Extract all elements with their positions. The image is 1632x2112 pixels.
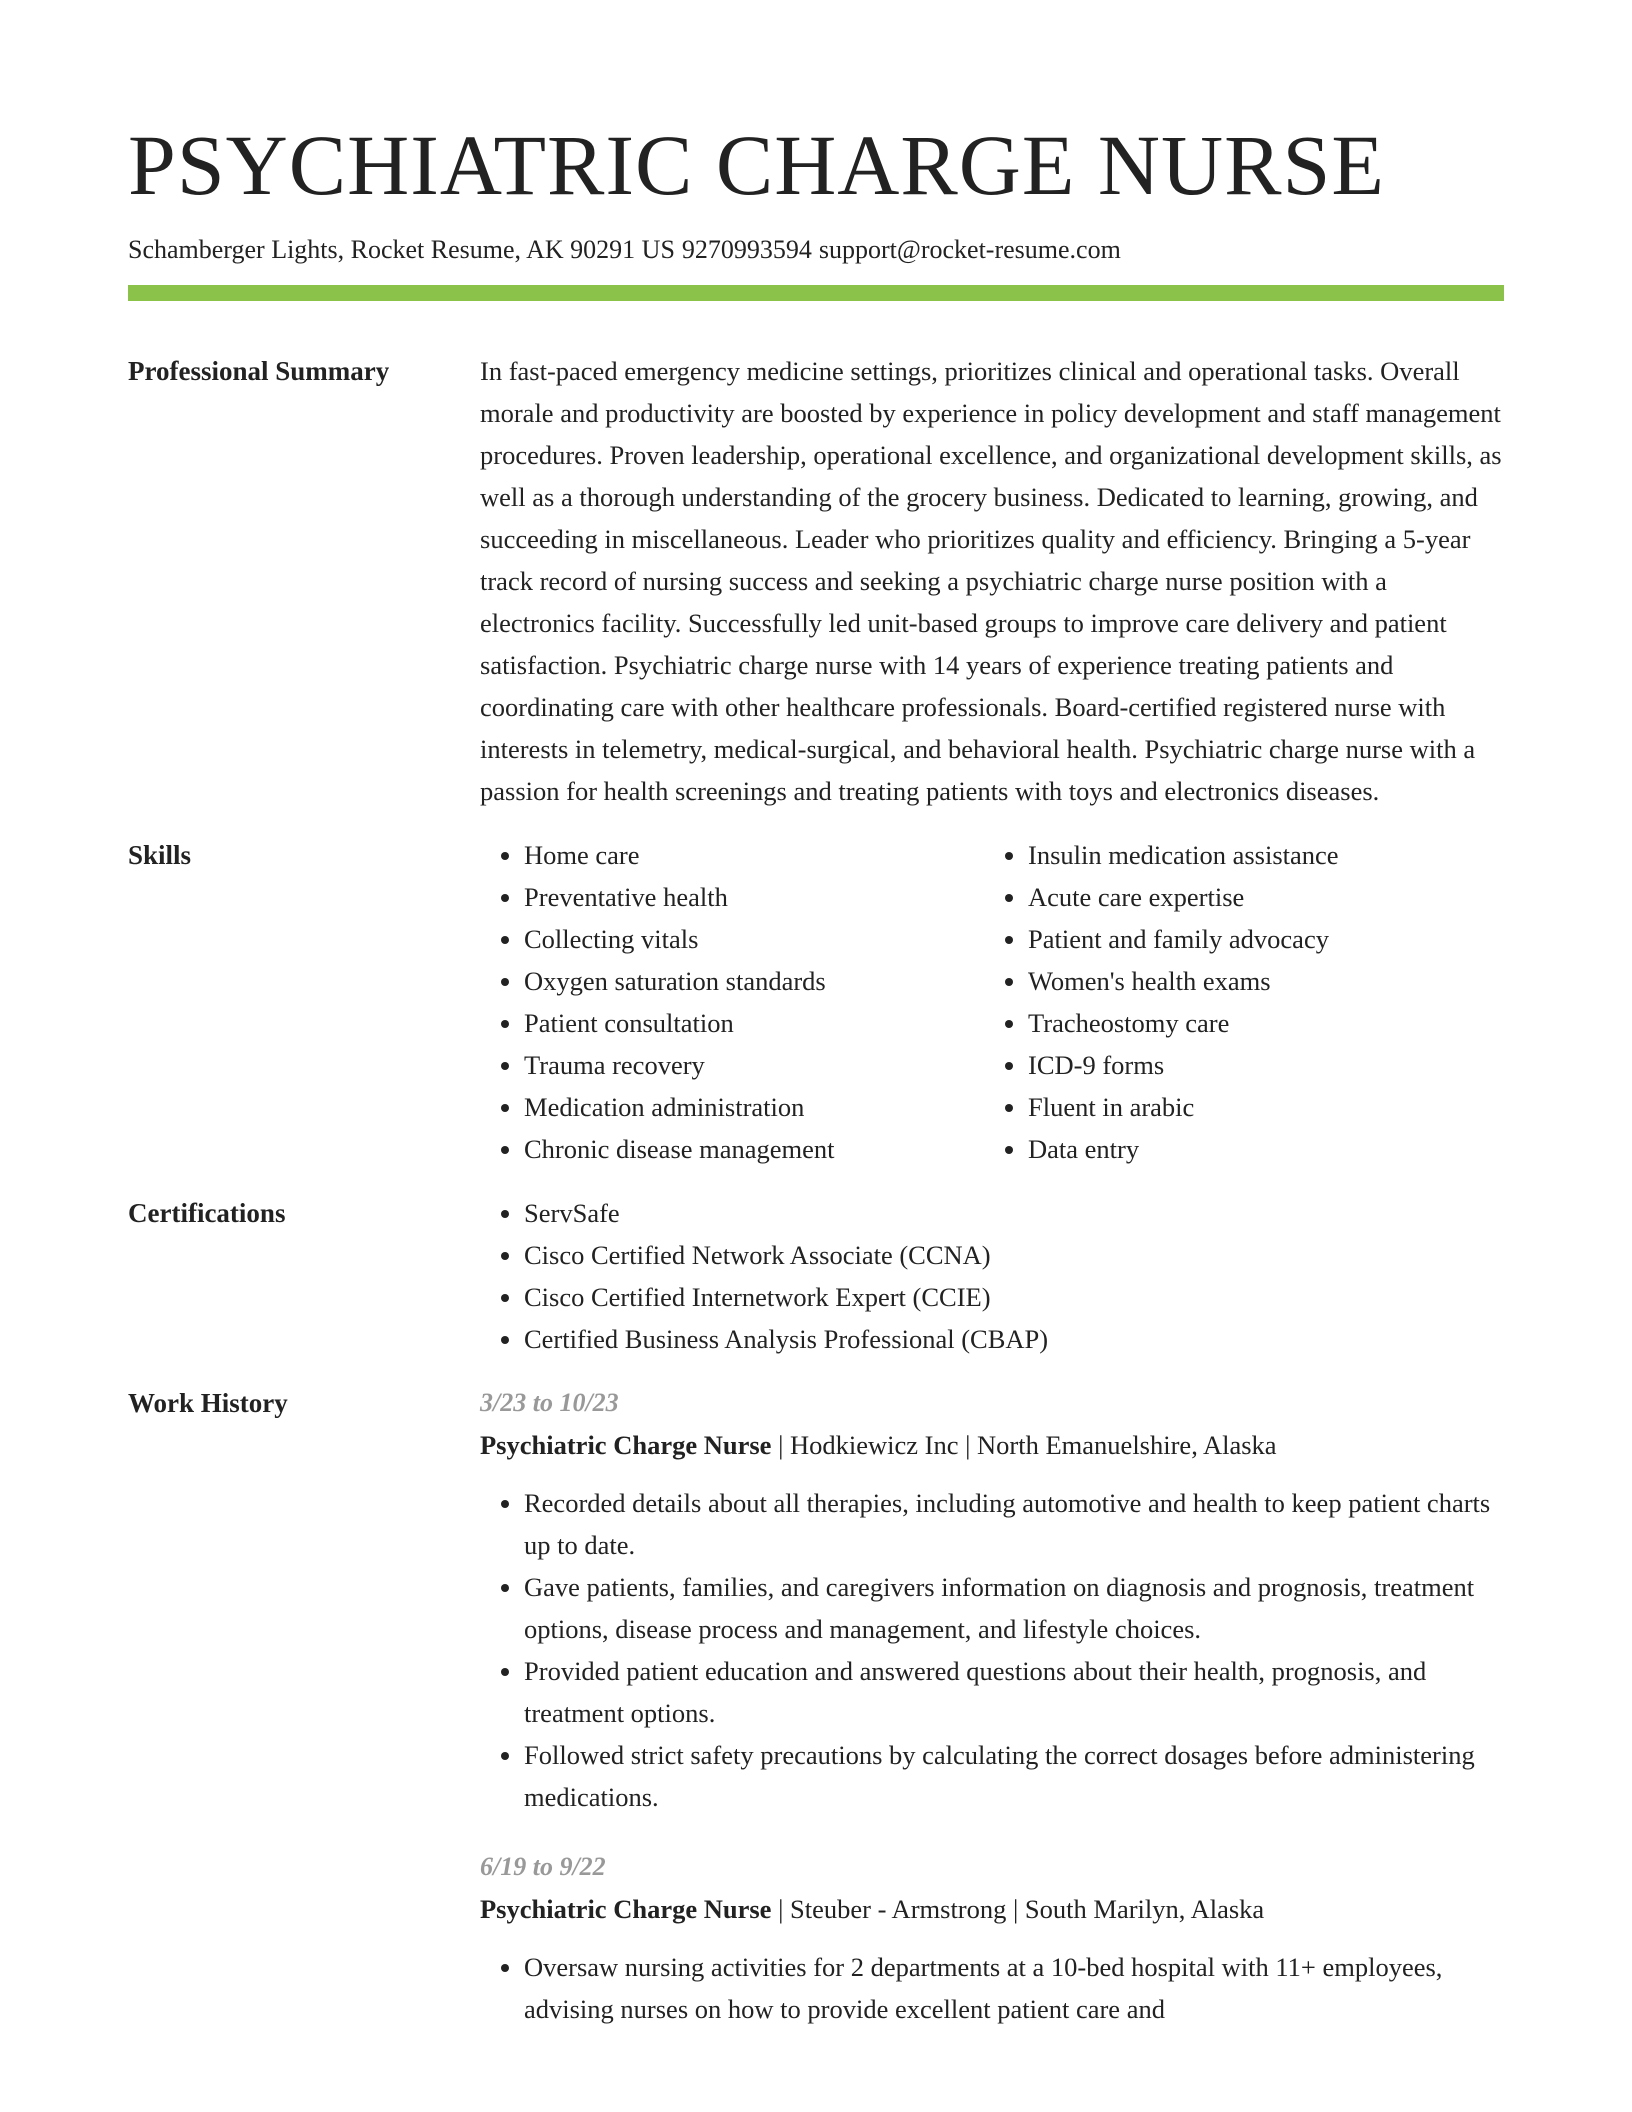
skill-item: • Patient consultation <box>524 1002 984 1044</box>
job-entry <box>480 1846 1504 2030</box>
skill-item: • ICD-9 forms <box>1028 1044 1488 1086</box>
skill-item: • Insulin medication assistance <box>1028 834 1488 876</box>
job-title: Psychiatric Charge Nurse <box>480 1430 772 1460</box>
certifications-list <box>480 1192 1504 1360</box>
job-entry <box>480 1382 1504 1818</box>
skill-item: • Collecting vitals <box>524 918 984 960</box>
certification-item: • Cisco Certified Internetwork Expert (CCIE) <box>524 1276 1504 1318</box>
skill-item: • Chronic disease management <box>524 1128 984 1170</box>
job-dates: 6/19 to 9/22 <box>480 1852 606 1881</box>
skills-list-left <box>480 834 984 1170</box>
job-company-location: | Steuber - Armstrong | South Marilyn, Alaska <box>771 1894 1265 1924</box>
job-duty: • Gave patients, families, and caregivers information on diagnosis and prognosis, treatment options, disease process and management, and lifestyle choices. <box>524 1566 1504 1650</box>
job-duty: • Followed strict safety precautions by calculating the correct dosages before administering medications. <box>524 1734 1504 1818</box>
skill-item: • Patient and family advocacy <box>1028 918 1488 960</box>
skill-item: • Acute care expertise <box>1028 876 1488 918</box>
skill-item: • Oxygen saturation standards <box>524 960 984 1002</box>
skill-item: • Tracheostomy care <box>1028 1002 1488 1044</box>
work-history-heading: Work History <box>128 1388 288 1418</box>
certification-item: • Cisco Certified Network Associate (CCNA) <box>524 1234 1504 1276</box>
job-duties-list <box>480 1482 1504 1818</box>
work-history-section <box>128 1382 1504 2058</box>
job-dates: 3/23 to 10/23 <box>480 1388 619 1417</box>
certifications-heading: Certifications <box>128 1198 286 1228</box>
contact-line <box>128 233 1128 267</box>
skills-heading: Skills <box>128 840 192 870</box>
skill-item: • Trauma recovery <box>524 1044 984 1086</box>
summary-section <box>128 350 1504 812</box>
header-divider <box>128 285 1504 301</box>
job-duties-list <box>480 1946 1504 2030</box>
certification-item: • Certified Business Analysis Professional (CBAP) <box>524 1318 1504 1360</box>
job-duty: • Recorded details about all therapies, including automotive and health to keep patient charts up to date. <box>524 1482 1504 1566</box>
job-title: Psychiatric Charge Nurse <box>480 1894 772 1924</box>
skill-item: • Fluent in arabic <box>1028 1086 1488 1128</box>
job-heading-line <box>480 1424 1504 1466</box>
resume-name: PSYCHIATRIC CHARGE NURSE <box>128 117 1385 213</box>
contact-phone: 9270993594 <box>681 235 812 264</box>
skill-item: • Home care <box>524 834 984 876</box>
job-heading-line <box>480 1888 1504 1930</box>
resume-sections <box>128 350 1504 2080</box>
skills-section <box>128 834 1504 1170</box>
summary-text: In fast-paced emergency medicine settings, prioritizes clinical and operational tasks. Overall morale and productivity are boosted by experience in policy development and staff management procedures. Proven leadership, operational excellence, and organizational development skills, as well as a thorough understanding of the grocery business. Dedicated to learning, growing, and succeeding in miscellaneous. Leader who prioritizes quality and efficiency. Bringing a 5-year track record of nursing success and seeking a psychiatric charge nurse position with a electronics facility. Successfully led unit-based groups to improve care delivery and patient satisfaction. Psychiatric charge nurse with 14 years of experience treating patients and coordinating care with other healthcare professionals. Board-certified registered nurse with interests in telemetry, medical-surgical, and behavioral health. Psychiatric charge nurse with a passion for health screenings and treating patients with toys and electronics diseases. <box>480 356 1502 806</box>
certification-item: • ServSafe <box>524 1192 1504 1234</box>
skill-item: • Preventative health <box>524 876 984 918</box>
job-company-location: | Hodkiewicz Inc | North Emanuelshire, Alaska <box>771 1430 1277 1460</box>
job-duty: • Provided patient education and answered questions about their health, prognosis, and treatment options. <box>524 1650 1504 1734</box>
skill-item: • Data entry <box>1028 1128 1488 1170</box>
skill-item: • Medication administration <box>524 1086 984 1128</box>
contact-address: Schamberger Lights, Rocket Resume, AK 90291 US <box>128 235 675 264</box>
skill-item: • Women's health exams <box>1028 960 1488 1002</box>
summary-heading: Professional Summary <box>128 356 390 386</box>
job-duty: • Oversaw nursing activities for 2 departments at a 10-bed hospital with 11+ employees, advising nurses on how to provide excellent patient care and <box>524 1946 1504 2030</box>
contact-email: support@rocket-resume.com <box>818 235 1121 264</box>
skills-list-right <box>984 834 1488 1170</box>
certifications-section <box>128 1192 1504 1360</box>
